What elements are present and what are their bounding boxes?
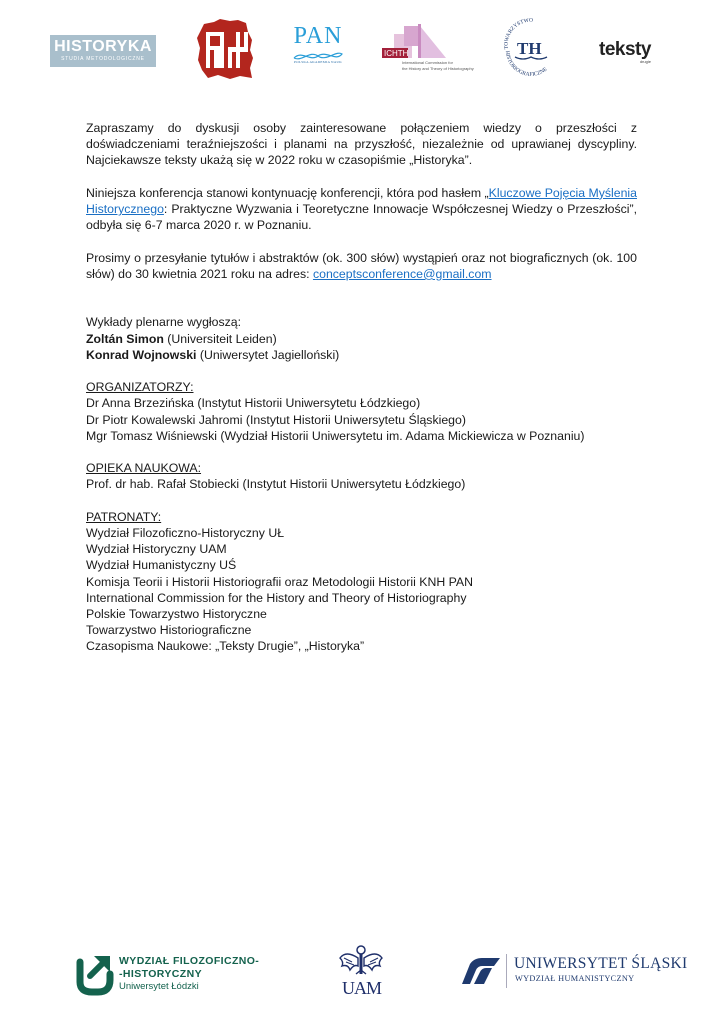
eagle-icon [338, 944, 384, 978]
intro-paragraph: Zapraszamy do dyskusji osoby zainteresowane połączeniem wiedzy o przeszłości z doświadczeniami teraźniejszości i planami na przyszłość, niezależnie od uprawianej dyscypliny. Najciekawsze teksty ukażą się w 2022 roku w czasopiśmie „Historyka”. [86, 121, 637, 168]
historyka-logo-subtitle: STUDIA METODOLOGICZNE [61, 56, 145, 62]
continuation-text-after: : Praktyczne Wyzwania i Teoretyczne Innowacje Współczesnej Wiedzy o Przeszłości”, odbyła się 6-7 marca 2020 r. w Poznaniu. [86, 202, 637, 233]
ichth-abbr: ICHTH [384, 49, 409, 58]
th-emblem-icon [500, 15, 562, 81]
patronage-item: Czasopisma Naukowe: „Teksty Drugie”, „Historyka” [86, 639, 365, 654]
ichth-caption-line2: the History and Theory of Historiography [402, 66, 474, 71]
patronage-item: Komisja Teorii i Historii Historiografii oraz Metodologii Historii KNH PAN [86, 574, 474, 589]
pth-poland-map-icon [196, 18, 256, 80]
th-arc-top: TOWARZYSTWO [503, 17, 533, 50]
th-monogram: TH [517, 39, 542, 58]
pth-logo [196, 18, 256, 80]
pan-logo-subtitle: POLSKA AKADEMIA NAUK [294, 60, 342, 64]
wfh-logo-line2: -HISTORYCZNY [119, 968, 202, 980]
email-link[interactable]: conceptsconference@gmail.com [312, 266, 492, 281]
patronage-item: Wydział Humanistyczny UŚ [86, 558, 237, 573]
scientific-care-item: Prof. dr hab. Rafał Stobiecki (Instytut Historii Uniwersytetu Łódzkiego) [86, 477, 466, 492]
organizer-item: Dr Anna Brzezińska (Instytut Historii Uniwersytetu Łódzkiego) [86, 396, 421, 411]
organizers-heading: ORGANIZATORZY: [86, 380, 194, 395]
speaker-name: Zoltán Simon [86, 331, 164, 346]
patronage-item: Wydział Filozoficzno-Historyczny UŁ [86, 525, 285, 540]
speaker-item [86, 347, 637, 363]
uam-logo-text: UAM [342, 978, 382, 998]
pan-logo [288, 24, 348, 76]
ichth-logo [380, 22, 490, 78]
ichth-geometric-icon [380, 22, 450, 62]
us-logo-divider [506, 954, 507, 988]
us-emblem-icon [460, 956, 502, 986]
infinity-swirl-icon [292, 50, 344, 62]
speaker-affiliation: (Universiteit Leiden) [163, 331, 277, 346]
towarzystwo-historiograficzne-logo [500, 15, 562, 81]
uam-logo [336, 944, 386, 1002]
wfh-logo-name [119, 955, 259, 981]
speaker-affiliation: (Uniwersytet Jagielloński) [196, 347, 340, 362]
patronage-item: International Commission for the History and Theory of Historiography [86, 590, 467, 605]
ichth-caption-line1: International Commission for [402, 60, 453, 65]
pan-logo-title: PAN [293, 23, 343, 49]
wfh-arrow-icon [76, 954, 114, 996]
us-logo-faculty: WYDZIAŁ HUMANISTYCZNY [515, 974, 635, 983]
teksty-logo-subtitle: drugie [639, 59, 651, 64]
us-logo [460, 952, 688, 992]
organizer-item: Mgr Tomasz Wiśniewski (Wydział Historii Uniwersytetu im. Adama Mickiewicza w Poznaniu) [86, 428, 585, 443]
th-arc-bottom: HISTORIOGRAFICZNE [503, 50, 549, 78]
plenary-heading: Wykłady plenarne wygłoszą: [86, 315, 242, 330]
speaker-name: Konrad Wojnowski [86, 347, 197, 362]
continuation-text-before: Niniejsza konferencja stanowi kontynuację konferencji, która pod hasłem „ [86, 185, 489, 200]
organizer-item: Dr Piotr Kowalewski Jahromi (Instytut Historii Uniwersytetu Śląskiego) [86, 412, 466, 427]
patronage-item: Towarzystwo Historiograficzne [86, 623, 252, 638]
patronage-item: Wydział Historyczny UAM [86, 542, 227, 557]
wfh-logo-university: Uniwersytet Łódzki [119, 981, 199, 992]
teksty-logo-title: teksty [599, 39, 651, 60]
ichth-caption [402, 60, 474, 72]
document-body [86, 120, 637, 655]
patronage-heading: PATRONATY: [86, 509, 162, 524]
submission-paragraph [86, 250, 637, 282]
submission-text: Prosimy o przesyłanie tytułów i abstraktów (ok. 300 słów) wystąpień oraz not biograficznych (ok. 100 słów) do 30 kwietnia 2021 roku na adres: [86, 250, 637, 281]
teksty-drugie-logo [593, 40, 657, 64]
historyka-logo [50, 35, 156, 67]
continuation-paragraph [86, 185, 637, 234]
wfh-ul-logo [76, 952, 266, 998]
patronage-item: Polskie Towarzystwo Historyczne [86, 607, 267, 621]
historyka-logo-title: HISTORYKA [54, 38, 152, 55]
us-logo-name: UNIWERSYTET ŚLĄSKI [514, 955, 688, 972]
wfh-logo-line1: WYDZIAŁ FILOZOFICZNO- [119, 955, 260, 967]
scientific-care-heading: OPIEKA NAUKOWA: [86, 461, 202, 476]
previous-conference-link[interactable]: Kluczowe Pojęcia Myślenia Historycznego [86, 185, 637, 216]
speaker-item [86, 331, 637, 347]
